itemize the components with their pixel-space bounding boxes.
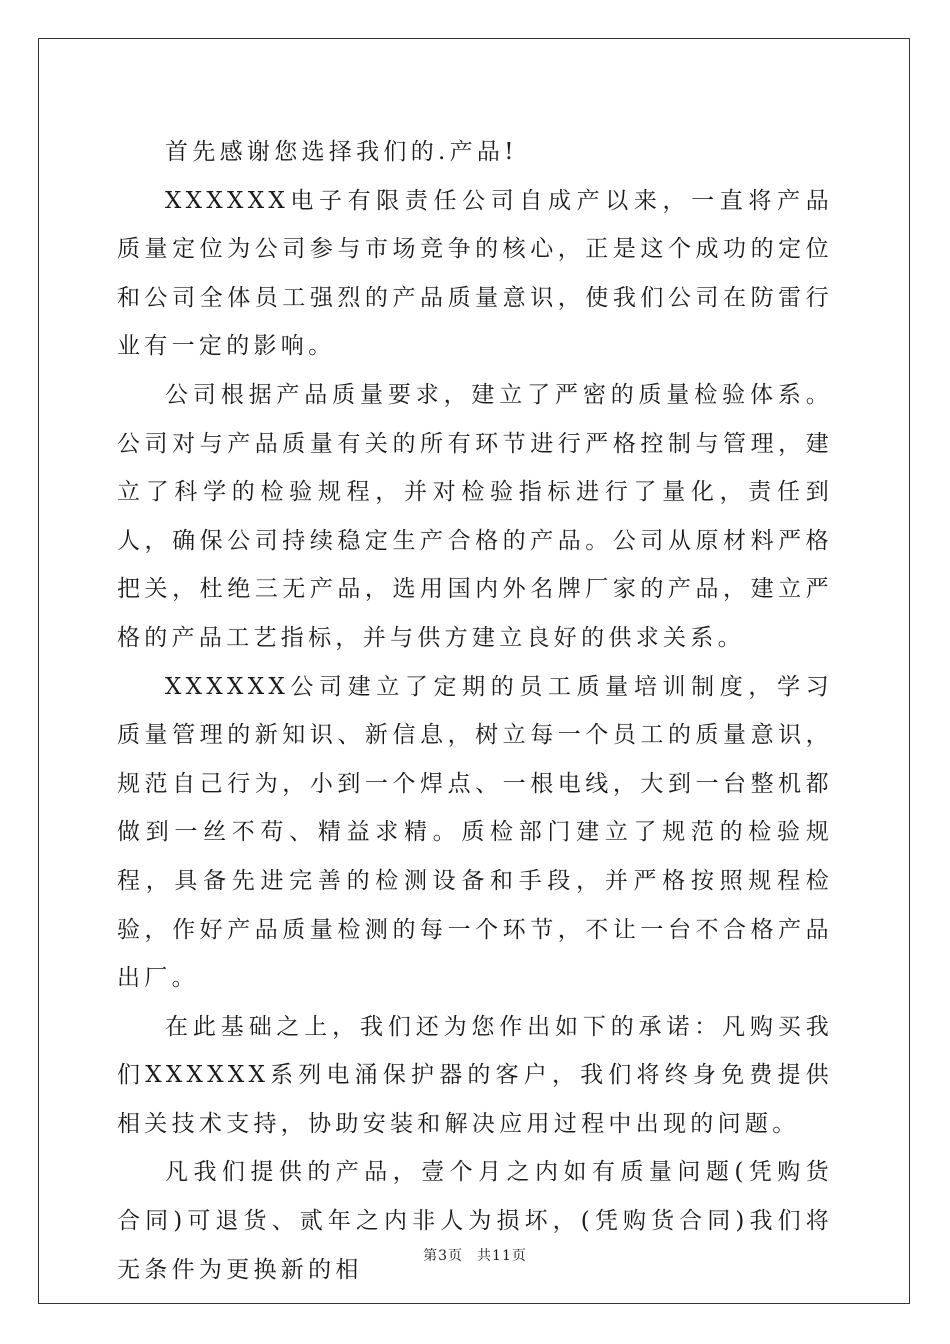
paragraph-training: XXXXXX公司建立了定期的员工质量培训制度，学习质量管理的新知识、新信息，树立每一个员工的质量意识，规范自己行为，小到一个焊点、一根电线，大到一台整机都做到一丝不苟、精益求精。质检部门建立了规范的检验规程，具备先进完善的检测设备和手段，并严格按照规程检验，作好产品质量检测的每一个环节，不让一台不合格产品出厂。 [117, 673, 833, 992]
paragraph-greeting: 首先感谢您选择我们的.产品! [165, 139, 518, 165]
page-total: 共11页 [477, 1248, 527, 1264]
document-body [117, 128, 833, 1294]
paragraph-commitment: 在此基础之上，我们还为您作出如下的承诺：凡购买我们XXXXXX系列电涌保护器的客户，我们将终身免费提供相关技术支持，协助安装和解决应用过程中出现的问题。 [117, 1013, 833, 1137]
paragraph-company-intro: XXXXXX电子有限责任公司自成产以来，一直将产品质量定位为公司参与市场竞争的核心，正是这个成功的定位和公司全体员工强烈的产品质量意识，使我们公司在防雷行业有一定的影响。 [117, 187, 833, 360]
page-number: 第3页 [423, 1248, 464, 1264]
paragraph-return-policy: 凡我们提供的产品，壹个月之内如有质量问题(凭购货合同)可退货、贰年之内非人为损坏，(凭购货合同)我们将无条件为更换新的相 [117, 1159, 833, 1283]
paragraph-quality-system: 公司根据产品质量要求，建立了严密的质量检验体系。公司对与产品质量有关的所有环节进行严格控制与管理，建立了科学的检验规程，并对检验指标进行了量化，责任到人，确保公司持续稳定生产合格的产品。公司从原材料严格把关，杜绝三无产品，选用国内外名牌厂家的产品，建立严格的产品工艺指标，并与供方建立良好的供求关系。 [117, 381, 833, 651]
page-footer [0, 1245, 950, 1265]
